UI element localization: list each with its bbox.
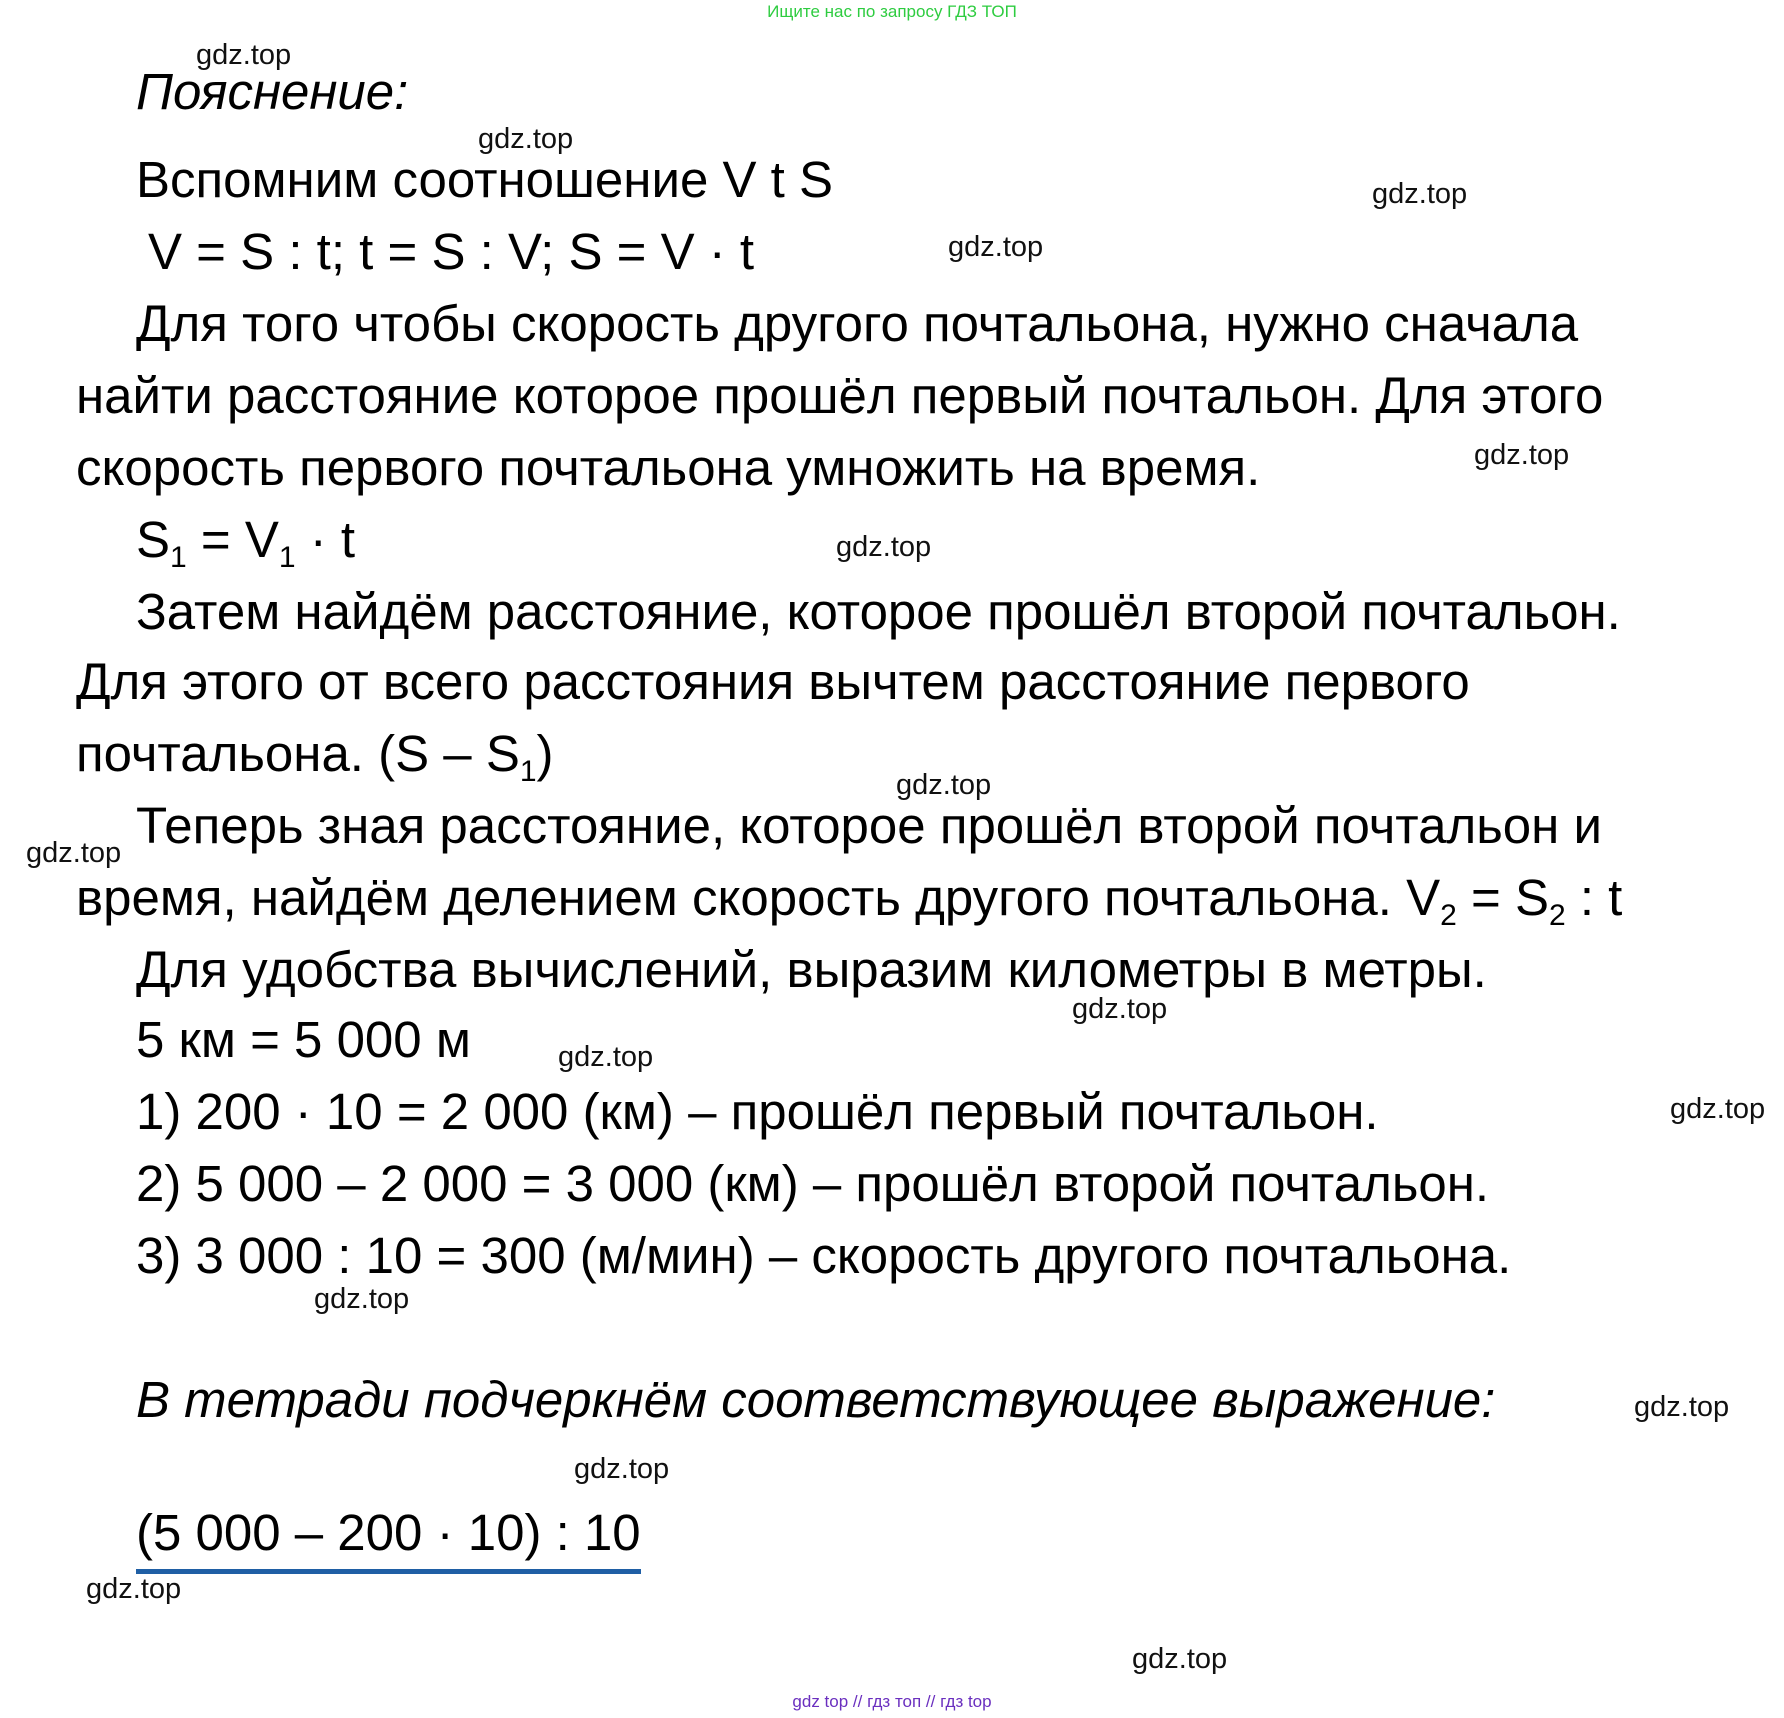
paragraph-line: скорость первого почтальона умножить на время. bbox=[76, 439, 1261, 496]
step-line: 1) 200 · 10 = 2 000 (км) – прошёл первый почтальон. bbox=[136, 1083, 1379, 1140]
watermark: gdz.top bbox=[1670, 1093, 1766, 1125]
watermark: gdz.top bbox=[314, 1283, 410, 1315]
step-line: 2) 5 000 – 2 000 = 3 000 (км) – прошёл второй почтальон. bbox=[136, 1155, 1490, 1212]
paragraph-line: Теперь зная расстояние, которое прошёл второй почтальон и bbox=[136, 797, 1602, 854]
watermark: gdz.top bbox=[948, 231, 1044, 263]
watermark: gdz.top bbox=[836, 531, 932, 563]
conversion-line: 5 км = 5 000 м bbox=[136, 1011, 471, 1068]
watermark: gdz.top bbox=[1474, 439, 1570, 471]
paragraph-line: время, найдём делением скорость другого почтальона. $V_2 = S_2$ : t bbox=[76, 869, 1623, 932]
watermark: gdz.top bbox=[1132, 1643, 1228, 1675]
paragraph-line: Для этого от всего расстояния вычтем расстояние первого bbox=[76, 653, 1470, 710]
watermark: gdz.top bbox=[1372, 178, 1468, 210]
note-line: В тетради подчеркнём соответствующее выражение: bbox=[136, 1371, 1496, 1428]
watermark: gdz.top bbox=[558, 1041, 654, 1073]
formulas-line: V = S : t; t = S : V; S = V · t bbox=[148, 223, 755, 280]
underlined-answer: (5 000 – 200 · 10) : 10 bbox=[136, 1503, 641, 1574]
watermark: gdz.top bbox=[1634, 1391, 1730, 1423]
watermark: gdz.top bbox=[1072, 993, 1168, 1025]
recall-line: Вспомним соотношение V t S bbox=[136, 151, 834, 208]
paragraph-line: Затем найдём расстояние, которое прошёл второй почтальон. bbox=[136, 583, 1621, 640]
footer-links: gdz top // гдз топ // гдз top bbox=[792, 1692, 992, 1711]
paragraph-line: Для удобства вычислений, выразим километры в метры. bbox=[136, 941, 1487, 998]
watermark: gdz.top bbox=[574, 1453, 670, 1485]
step-line: 3) 3 000 : 10 = 300 (м/мин) – скорость другого почтальона. bbox=[136, 1227, 1512, 1284]
watermark: gdz.top bbox=[896, 769, 992, 801]
paragraph-line: почтальона. $(S - S_1)$ bbox=[76, 725, 554, 788]
watermark: gdz.top bbox=[26, 837, 122, 869]
paragraph-line: найти расстояние которое прошёл первый почтальон. Для этого bbox=[76, 367, 1604, 424]
heading: Пояснение: bbox=[136, 63, 409, 120]
paragraph-line: Для того чтобы скорость другого почтальона, нужно сначала bbox=[136, 295, 1579, 352]
watermark: gdz.top bbox=[86, 1573, 182, 1605]
s1-formula: $S_1 = V_1 \cdot t$ bbox=[136, 511, 356, 574]
top-banner: Ищите нас по запросу ГДЗ ТОП bbox=[767, 2, 1017, 21]
watermark: gdz.top bbox=[478, 123, 574, 155]
watermark: gdz.top bbox=[196, 39, 292, 71]
